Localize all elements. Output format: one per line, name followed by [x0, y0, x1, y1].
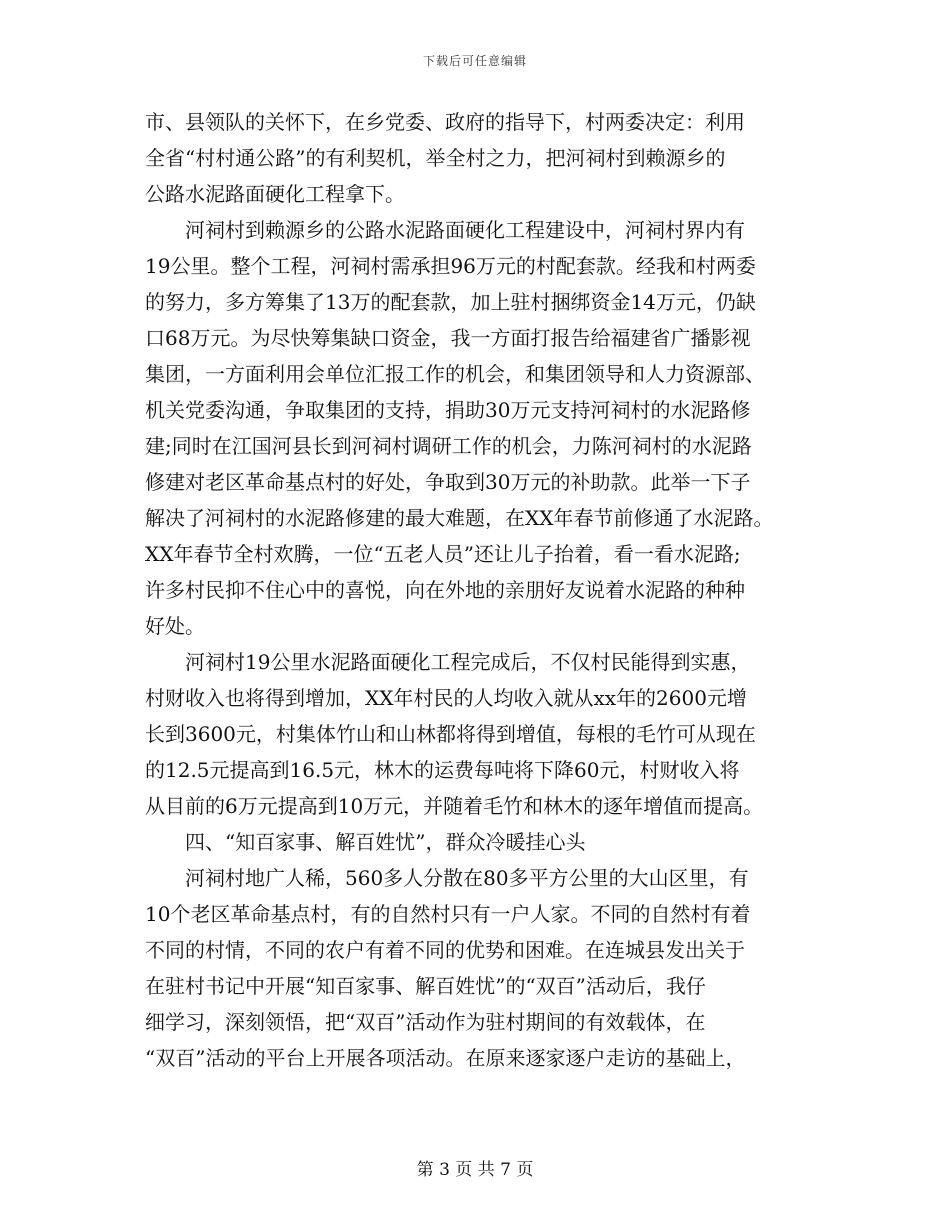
text-line: 从目前的6万元提高到10万元，并随着毛竹和林木的逐年增值而提高。 [145, 794, 764, 818]
text-line: “双百”活动的平台上开展各项活动。在原来逐家逐户走访的基础上， [145, 1046, 746, 1070]
text-line: 村财收入也将得到增加，XX年村民的人均收入就从xx年的2600元增 [145, 686, 747, 710]
text-line: 建;同时在江国河县长到河祠村调研工作的机会，力陈河祠村的水泥路 [145, 434, 752, 458]
text-line: 长到3600元，村集体竹山和山林都将得到增值，每根的毛竹可从现在 [145, 722, 756, 746]
text-line: 好处。 [145, 614, 205, 638]
text-line: 不同的村情，不同的农户有着不同的优势和困难。在连城县发出关于 [145, 938, 745, 962]
text-line: 河祠村到赖源乡的公路水泥路面硬化工程建设中，河祠村界内有 [145, 218, 745, 242]
text-line: 解决了河祠村的水泥路修建的最大难题，在XX年春节前修通了水泥路。 [145, 506, 774, 530]
text-line: 集团，一方面利用会单位汇报工作的机会，和集团领导和人力资源部、 [145, 362, 765, 386]
text-line: 在驻村书记中开展“知百家事、解百姓忧”的“双百”活动后，我仔 [145, 974, 706, 998]
text-line: 修建对老区革命基点村的好处，争取到30万元的补助款。此举一下子 [145, 470, 751, 494]
text-line: 机关党委沟通，争取集团的支持，捐助30万元支持河祠村的水泥路修 [145, 398, 751, 422]
page-footer: 第 3 页 共 7 页 [416, 1160, 534, 1180]
text-line: 公路水泥路面硬化工程拿下。 [145, 182, 405, 206]
text-line: 市、县领队的关怀下，在乡党委、政府的指导下，村两委决定：利用 [145, 110, 745, 134]
text-line: XX年春节全村欢腾，一位“五老人员”还让儿子抬着，看一看水泥路; [145, 542, 741, 566]
text-line: 10个老区革命基点村，有的自然村只有一户人家。不同的自然村有着 [145, 902, 751, 926]
section-heading: 四、“知百家事、解百姓忧”，群众冷暖挂心头 [145, 830, 586, 854]
text-line: 口68万元。为尽快筹集缺口资金，我一方面打报告给福建省广播影视 [145, 326, 751, 350]
text-line: 全省“村村通公路”的有利契机，举全村之力，把河祠村到赖源乡的 [145, 146, 726, 170]
text-line: 的12.5元提高到16.5元，林木的运费每吨将下降60元，村财收入将 [145, 758, 740, 782]
text-line: 许多村民抑不住心中的喜悦，向在外地的亲朋好友说着水泥路的种种 [145, 578, 745, 602]
text-line: 河祠村19公里水泥路面硬化工程完成后，不仅村民能得到实惠， [145, 650, 751, 674]
text-line: 河祠村地广人稀，560多人分散在80多平方公里的大山区里，有 [145, 866, 749, 890]
text-line: 的努力，多方筹集了13万的配套款，加上驻村捆绑资金14万元，仍缺 [145, 290, 756, 314]
text-line: 19公里。整个工程，河祠村需承担96万元的村配套款。经我和村两委 [145, 254, 756, 278]
page-header: 下载后可任意编辑 [422, 54, 527, 68]
text-line: 细学习，深刻领悟，把“双百”活动作为驻村期间的有效载体，在 [145, 1010, 706, 1034]
document-body [145, 104, 825, 1076]
